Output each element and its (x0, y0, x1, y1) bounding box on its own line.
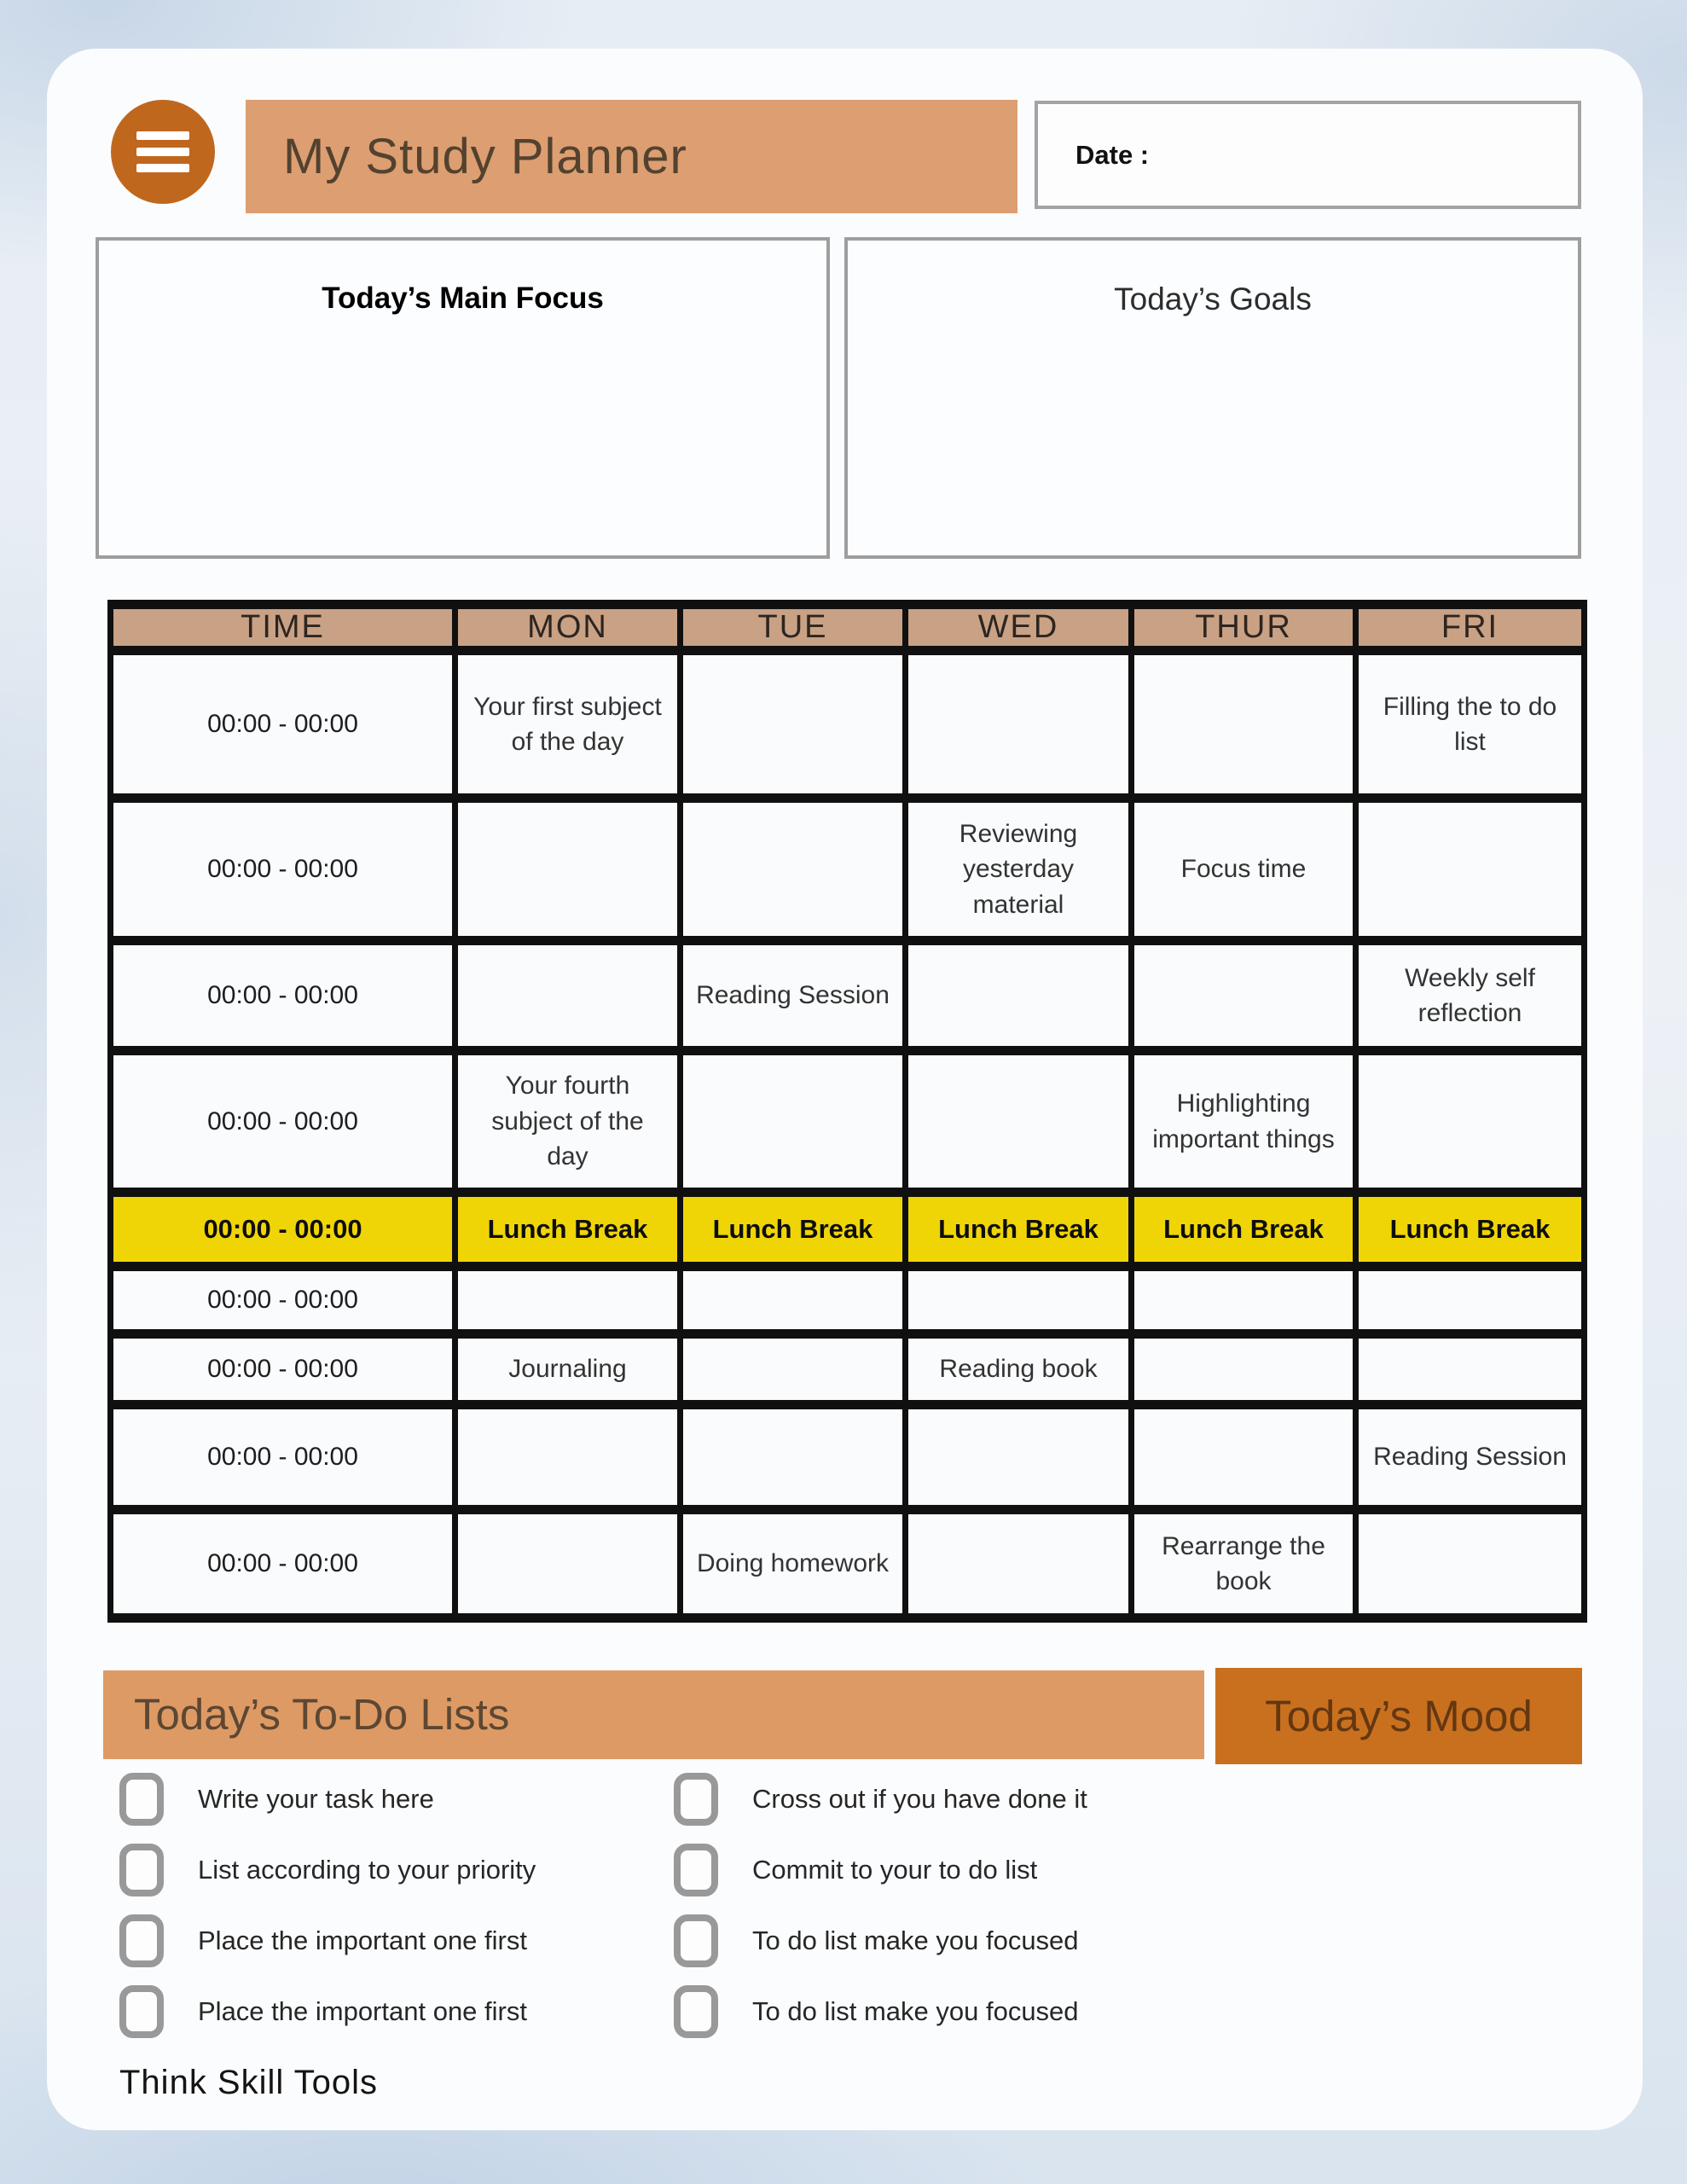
planner-card (47, 49, 1643, 2130)
schedule-time-cell[interactable]: 00:00 - 00:00 (111, 941, 455, 1051)
schedule-cell[interactable] (681, 1405, 906, 1510)
todo-item (119, 1914, 648, 1968)
todo-checkbox[interactable] (119, 1844, 164, 1896)
schedule-cell[interactable]: Reading Session (681, 941, 906, 1051)
schedule-column-header: THUR (1132, 605, 1356, 651)
todo-item-label: Place the important one first (198, 1996, 527, 2026)
todo-item (119, 1843, 648, 1897)
schedule-cell[interactable] (1132, 1267, 1356, 1334)
schedule-cell[interactable]: Lunch Break (455, 1193, 681, 1267)
schedule-time-cell[interactable]: 00:00 - 00:00 (111, 1267, 455, 1334)
main-focus-box[interactable] (96, 237, 830, 559)
todo-list-left (119, 1772, 648, 2055)
schedule-cell[interactable] (455, 1405, 681, 1510)
schedule-time-cell[interactable]: 00:00 - 00:00 (111, 799, 455, 941)
schedule-row (111, 651, 1585, 799)
schedule-cell[interactable] (681, 1051, 906, 1193)
schedule-column-header: TIME (111, 605, 455, 651)
date-label: Date : (1075, 139, 1150, 170)
schedule-cell[interactable] (906, 651, 1132, 799)
todo-item (674, 1984, 1203, 2039)
schedule-row (111, 1267, 1585, 1334)
todo-item (119, 1984, 648, 2039)
schedule-cell[interactable] (455, 1267, 681, 1334)
schedule-cell[interactable] (681, 1334, 906, 1405)
schedule-cell[interactable] (1132, 1405, 1356, 1510)
schedule-time-cell[interactable]: 00:00 - 00:00 (111, 1051, 455, 1193)
schedule-cell[interactable] (1356, 1051, 1585, 1193)
schedule-cell[interactable] (906, 941, 1132, 1051)
schedule-cell[interactable] (1356, 1334, 1585, 1405)
todo-item-label: Commit to your to do list (752, 1855, 1038, 1885)
schedule-cell[interactable]: Focus time (1132, 799, 1356, 941)
todo-item-label: To do list make you focused (752, 1996, 1079, 2026)
schedule-cell[interactable] (455, 941, 681, 1051)
hamburger-icon (136, 131, 189, 172)
schedule-cell[interactable]: Lunch Break (1356, 1193, 1585, 1267)
goals-title: Today’s Goals (1114, 282, 1312, 317)
schedule-cell[interactable]: Your fourth subject of the day (455, 1051, 681, 1193)
schedule-row (111, 1510, 1585, 1618)
schedule-header-row (111, 605, 1585, 651)
schedule-cell[interactable] (681, 1267, 906, 1334)
schedule-cell[interactable] (681, 799, 906, 941)
schedule-cell[interactable] (906, 1051, 1132, 1193)
mood-section-title: Today’s Mood (1215, 1668, 1582, 1764)
todo-checkbox[interactable] (674, 1914, 718, 1967)
todo-checkbox[interactable] (119, 1914, 164, 1967)
todo-item (674, 1772, 1203, 1827)
schedule-row (111, 1051, 1585, 1193)
todo-checkbox[interactable] (674, 1844, 718, 1896)
todo-checkbox[interactable] (674, 1985, 718, 2038)
todo-item-label: Cross out if you have done it (752, 1784, 1087, 1814)
schedule-cell[interactable]: Journaling (455, 1334, 681, 1405)
schedule-time-cell[interactable]: 00:00 - 00:00 (111, 651, 455, 799)
todo-item-label: Write your task here (198, 1784, 434, 1814)
schedule-cell[interactable]: Lunch Break (1132, 1193, 1356, 1267)
schedule-cell[interactable] (681, 651, 906, 799)
schedule-time-cell[interactable]: 00:00 - 00:00 (111, 1405, 455, 1510)
todo-item-label: To do list make you focused (752, 1926, 1079, 1955)
todo-checkbox[interactable] (119, 1773, 164, 1826)
todo-item-label: List according to your priority (198, 1855, 536, 1885)
todo-item (674, 1914, 1203, 1968)
brand-text: Think Skill Tools (119, 2064, 379, 2101)
schedule-column-header: WED (906, 605, 1132, 651)
page-title: My Study Planner (246, 100, 1017, 213)
schedule-cell[interactable] (1132, 1334, 1356, 1405)
todo-item (119, 1772, 648, 1827)
schedule-row (111, 799, 1585, 941)
schedule-cell[interactable] (906, 1405, 1132, 1510)
date-field[interactable] (1035, 101, 1581, 209)
todo-item-label: Place the important one first (198, 1926, 527, 1955)
schedule-column-header: TUE (681, 605, 906, 651)
schedule-cell[interactable]: Filling the to do list (1356, 651, 1585, 799)
schedule-cell[interactable]: Rearrange the book (1132, 1510, 1356, 1618)
schedule-time-cell[interactable]: 00:00 - 00:00 (111, 1334, 455, 1405)
todo-checkbox[interactable] (674, 1773, 718, 1826)
schedule-cell[interactable]: Highlighting important things (1132, 1051, 1356, 1193)
schedule-cell[interactable] (906, 1267, 1132, 1334)
schedule-cell[interactable]: Reading Session (1356, 1405, 1585, 1510)
schedule-cell[interactable]: Lunch Break (681, 1193, 906, 1267)
schedule-time-cell[interactable]: 00:00 - 00:00 (111, 1193, 455, 1267)
schedule-cell[interactable] (1132, 651, 1356, 799)
schedule-cell[interactable] (1356, 799, 1585, 941)
schedule-column-header: MON (455, 605, 681, 651)
schedule-cell[interactable] (1356, 1510, 1585, 1618)
schedule-table (107, 600, 1587, 1623)
menu-button[interactable] (111, 100, 215, 204)
schedule-row (111, 1334, 1585, 1405)
schedule-cell[interactable]: Your first subject of the day (455, 651, 681, 799)
schedule-row (111, 1193, 1585, 1267)
schedule-cell[interactable] (455, 1510, 681, 1618)
todo-checkbox[interactable] (119, 1985, 164, 2038)
schedule-cell[interactable] (1132, 941, 1356, 1051)
schedule-cell[interactable]: Reading book (906, 1334, 1132, 1405)
goals-box[interactable] (844, 237, 1581, 559)
schedule-cell[interactable] (1356, 1267, 1585, 1334)
todo-item (674, 1843, 1203, 1897)
schedule-cell[interactable] (455, 799, 681, 941)
schedule-cell[interactable]: Weekly self reflection (1356, 941, 1585, 1051)
schedule-column-header: FRI (1356, 605, 1585, 651)
schedule-row (111, 941, 1585, 1051)
schedule-cell[interactable]: Doing homework (681, 1510, 906, 1618)
schedule-row (111, 1405, 1585, 1510)
schedule-cell[interactable]: Reviewing yesterday material (906, 799, 1132, 941)
main-focus-title: Today’s Main Focus (322, 282, 604, 315)
todo-list-right (674, 1772, 1203, 2055)
schedule-cell[interactable] (906, 1510, 1132, 1618)
schedule-cell[interactable]: Lunch Break (906, 1193, 1132, 1267)
todo-section-title: Today’s To-Do Lists (103, 1670, 1204, 1759)
schedule-time-cell[interactable]: 00:00 - 00:00 (111, 1510, 455, 1618)
